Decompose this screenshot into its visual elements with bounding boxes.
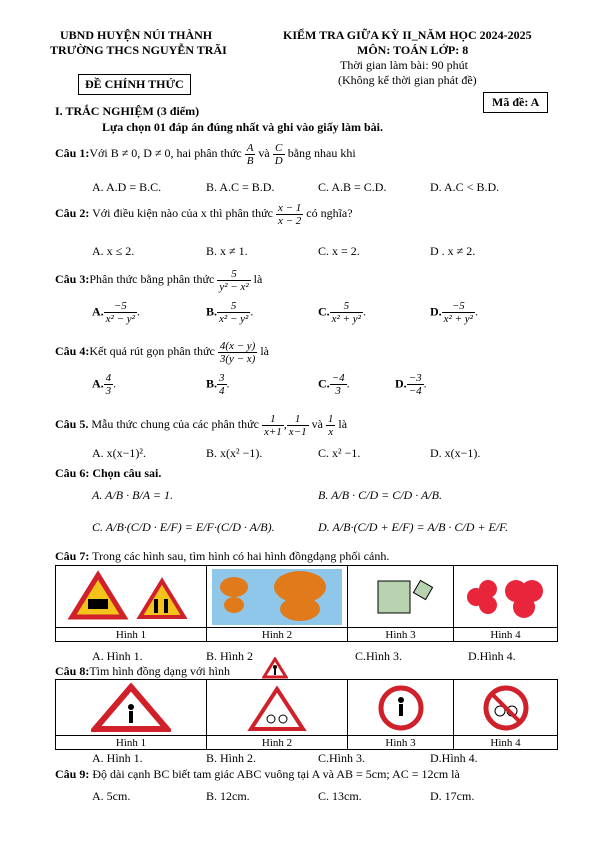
q8-caption-4: Hình 4: [454, 736, 558, 750]
section-title: I. TRẮC NGHIỆM (3 điểm): [55, 104, 200, 118]
q1-option-b: B. A.C = B.D.: [206, 180, 275, 194]
question-6: Câu 6: Chọn câu sai.: [55, 466, 162, 480]
q8-figure-1: [56, 680, 207, 736]
exam-title: KIỂM TRA GIỮA KỲ II_NĂM HỌC 2024-2025: [283, 28, 532, 42]
section-instruction: Lựa chọn 01 đáp án đúng nhất và ghi vào giấy làm bài.: [102, 120, 383, 134]
question-1: Câu 1:Với B ≠ 0, D ≠ 0, hai phân thức $\frac{A}{B}$ và $\frac{C}{D}$ bằng nhau khi: [55, 141, 356, 167]
q7-caption-2: Hình 2: [207, 628, 348, 642]
q7-figure-3: [348, 566, 454, 628]
q7-option-b: B. Hình 2: [206, 649, 254, 663]
q8-caption-1: Hình 1: [56, 736, 207, 750]
q4-option-c: C. $\frac{-4}{3}$ .: [318, 372, 350, 397]
q7-option-d: D.Hình 4.: [468, 649, 516, 663]
q6-option-a: A. A/B · B/A = 1.: [92, 488, 173, 502]
q8-figure-2: [207, 680, 348, 736]
q6-option-b: B. A/B · C/D = C/D · A/B.: [318, 488, 442, 502]
q3-option-b: B. $\frac{5}{\text{x² − y²}}$ .: [206, 300, 254, 325]
q2-option-b: B. x ≠ 1.: [206, 244, 248, 258]
question-8: Câu 8:Tìm hình đồng dạng với hình: [55, 664, 231, 678]
q8-option-b: B. Hình 2.: [206, 751, 257, 765]
q8-caption-2: Hình 2: [207, 736, 348, 750]
q8-option-c: C.Hình 3.: [318, 751, 366, 765]
question-5: Câu 5. Mẫu thức chung của các phân thức $\frac{1}{x+1}$ , $\frac{1}{x-1}$ và $\frac{1}{x}$ là: [55, 412, 348, 438]
question-2: Câu 2: Với điều kiện nào của x thì phân thức $\frac{x - 1}{x - 2}$ có nghĩa?: [55, 201, 353, 227]
q8-option-a: A. Hình 1.: [92, 751, 143, 765]
q7-caption-1: Hình 1: [56, 628, 207, 642]
question-9: Câu 9: Độ dài cạnh BC biết tam giác ABC vuông tại A và AB = 5cm; AC = 12cm là: [55, 767, 460, 781]
q8-figure-3: [348, 680, 454, 736]
q8-figure-table: [55, 679, 558, 750]
q9-option-b: B. 12cm.: [206, 789, 250, 803]
q9-option-a: A. 5cm.: [92, 789, 131, 803]
q2-option-c: C. x = 2.: [318, 244, 360, 258]
q8-caption-3: Hình 3: [348, 736, 454, 750]
q9-option-c: C. 13cm.: [318, 789, 362, 803]
q6-option-d: D. A/B·(C/D + E/F) = A/B · C/D + E/F.: [318, 520, 508, 534]
question-4: Câu 4:Kết quả rút gọn phân thức $\frac{4(x - y)}{3(y - x)}$ là: [55, 339, 270, 365]
pedestrian-warning-icon: [262, 657, 288, 679]
subject-line: MÔN: TOÁN LỚP: 8: [357, 43, 469, 57]
q5-option-a: A. x(x−1)².: [92, 446, 147, 460]
q7-caption-4: Hình 4: [454, 628, 558, 642]
q4-option-d: D. $\frac{-3}{-4}$ .: [395, 372, 427, 397]
q6-option-c: C. A/B·(C/D · E/F) = E/F·(C/D · A/B).: [92, 520, 275, 534]
q7-figure-1: [56, 566, 207, 628]
q7-figure-table: [55, 565, 558, 642]
q9-option-d: D. 17cm.: [430, 789, 475, 803]
question-3: Câu 3:Phân thức bằng phân thức $\frac{5}{\text{y² − x²}}$ là: [55, 267, 263, 293]
time-allowed: Thời gian làm bài: 90 phút: [340, 58, 468, 72]
exam-code: Mã đề: A: [483, 92, 548, 113]
q8-figure-4: [454, 680, 558, 736]
q5-option-c: C. x² −1.: [318, 446, 361, 460]
authority-name: UBND HUYỆN NÚI THÀNH: [60, 28, 213, 42]
official-badge: ĐỀ CHÍNH THỨC: [78, 74, 191, 95]
q7-caption-3: Hình 3: [348, 628, 454, 642]
q7-option-a: A. Hình 1.: [92, 649, 143, 663]
q3-option-c: C. $\frac{5}{\text{x² + y²}}$ .: [318, 300, 366, 325]
q1-option-a: A. A.D = B.C.: [92, 180, 162, 194]
q7-option-c: C.Hình 3.: [355, 649, 403, 663]
q4-option-a: A. $\frac{4}{3}$ .: [92, 372, 117, 397]
q8-option-d: D.Hình 4.: [430, 751, 478, 765]
q5-option-b: B. x(x² −1).: [206, 446, 263, 460]
q4-option-b: B. $\frac{3}{4}$ .: [206, 372, 230, 397]
q1-option-d: D. A.C < B.D.: [430, 180, 500, 194]
q7-figure-2: [207, 566, 348, 628]
q5-option-d: D. x(x−1).: [430, 446, 481, 460]
q7-figure-4: [454, 566, 558, 628]
question-7: Câu 7: Trong các hình sau, tìm hình có hai hình đồngdạng phối cảnh.: [55, 549, 390, 563]
time-note: (Không kể thời gian phát đề): [338, 73, 477, 87]
q3-option-d: D. $\frac{-5}{\text{x² + y²}}$ .: [430, 300, 478, 325]
q2-option-d: D . x ≠ 2.: [430, 244, 476, 258]
q1-option-c: C. A.B = C.D.: [318, 180, 387, 194]
school-name: TRƯỜNG THCS NGUYỄN TRÃI: [50, 43, 227, 57]
q3-option-a: A. $\frac{-5}{\text{x² − y²}}$ .: [92, 300, 140, 325]
q2-option-a: A. x ≤ 2.: [92, 244, 135, 258]
